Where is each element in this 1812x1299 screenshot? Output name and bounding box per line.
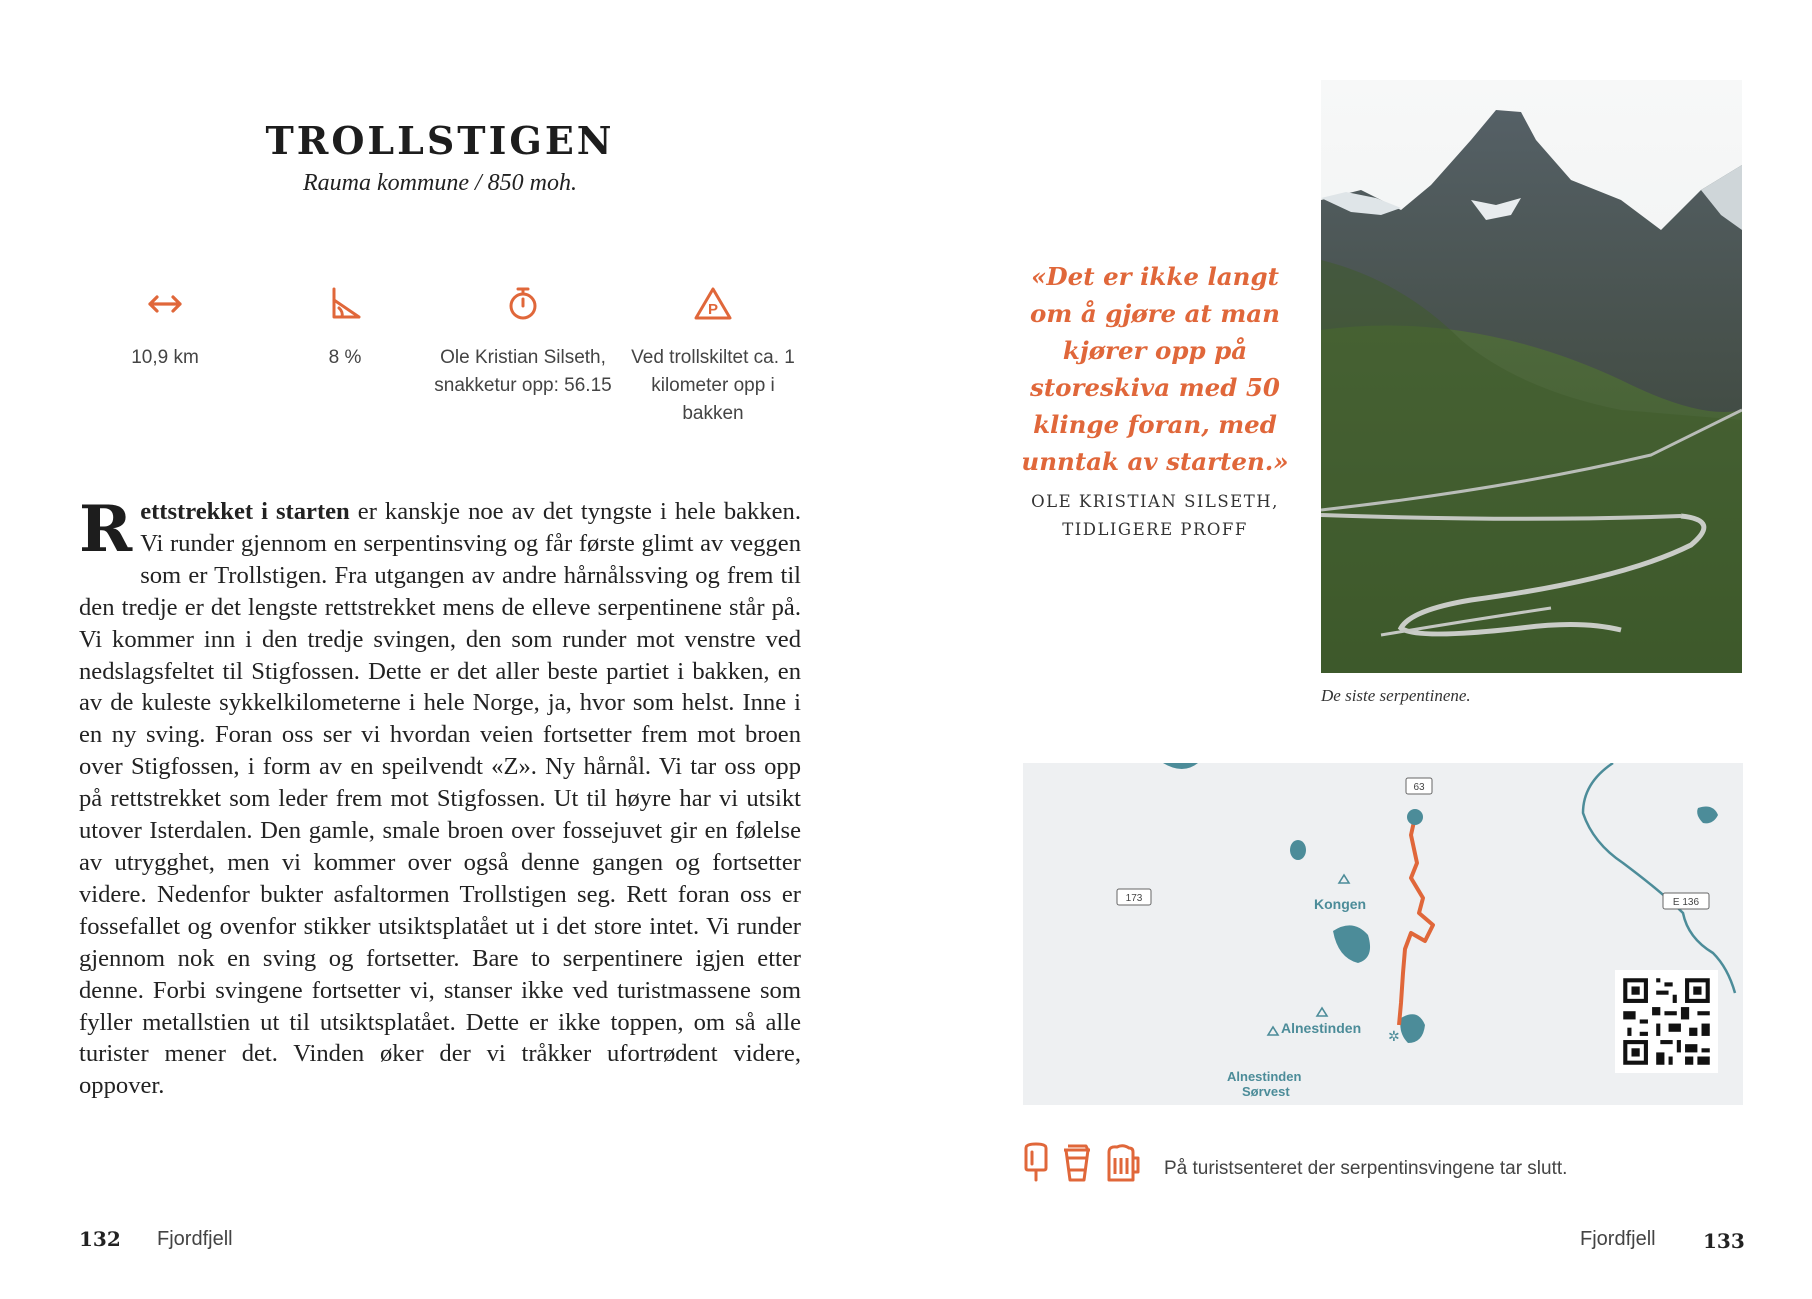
finish-icon: ✲ (1388, 1028, 1400, 1044)
quote-author-role: TIDLIGERE PROFF (1062, 520, 1248, 539)
amenity-description: På turistsenteret der serpentinsvingene tar slutt. (1164, 1158, 1568, 1179)
quote-author-name: OLE KRISTIAN SILSETH, (1031, 492, 1279, 511)
svg-text:P: P (707, 301, 719, 318)
page-title: TROLLSTIGEN (265, 118, 615, 163)
stat-gradient-value: 8 % (328, 347, 362, 368)
stat-time (433, 286, 613, 400)
lake-shape (1333, 925, 1370, 963)
stat-distance-value: 10,9 km (131, 347, 199, 368)
lake-shape (1290, 840, 1306, 860)
lake-shape (1697, 807, 1718, 824)
ice-cream-icon (1020, 1142, 1052, 1188)
article-text: er kanskje noe av det tyngste i hele bakken. Vi runder gjennom en serpentinsving og får første glimt av veggen som er Trollstigen. Fra utgangen av andre hårnålssving og frem til den tredje er det lengste rettstrekket mens de elleve serpentinene står på. Vi kommer inn i den tredje svingen, den som runder mot venstre ved nedslagsfeltet til Stigfossen. Dette er det aller beste partiet i bakken, en av de kuleste sykkelkilometerne i hele Norge, ja, hvor som helst. Inne i en ny sving. Foran oss ser vi hvordan veien fortsetter frem mot broen over Stigfossen, i form av en speilvendt «Z». Ny hårnål. Vi tar oss opp på rettstrekket som leder frem mot Stigfossen. Ut til høyre har vi utsikt utover Isterdalen. Den gamle, smale broen over fossejuvet gir en følelse av utrygghet, men vi kommer over også denne gangen og fortsetter videre. Nedenfor bukter asfaltormen Trollstigen seg. Rett foran oss er fossefallet og ovenfor stikker utsiktsplatået ut i det store intet. Vi runder gjennom nok en sving og fortsetter. Bare to serpentinere igjen etter denne. Forbi svingene fortsetter vi, stanser ikke ved turistmassene som fyller metallstien ut til utsiktsplatået. Dette er ikke toppen, om så alle turister mener det. Vinden øker der vi tråkker ufortrødent videre, oppover. (79, 498, 802, 1100)
drop-cap: R (79, 492, 133, 567)
stat-parking-value: Ved trollskiltet ca. 1 kilometer opp i bakken (631, 347, 795, 424)
stat-parking (623, 286, 803, 428)
mountain-photo (1321, 80, 1742, 673)
stat-time-value: Ole Kristian Silseth, snakketur opp: 56.15 (434, 347, 612, 396)
label-kongen: Kongen (1314, 896, 1367, 912)
pull-quote: «Det er ikke langt om å gjøre at man kjører opp på storeskiva med 50 klinge foran, med unntak av starten.» (1021, 262, 1289, 476)
route-line (1399, 817, 1433, 1025)
lake-shape (1400, 1014, 1425, 1043)
peak-icon (1317, 1008, 1327, 1016)
article-lead: ettstrekket i starten (140, 498, 350, 525)
road-label-173: 173 (1125, 893, 1143, 904)
river (1583, 763, 1735, 993)
photo-caption: De siste serpentinene. (1321, 686, 1471, 705)
coffee-cup-icon (1060, 1142, 1094, 1188)
stopwatch-icon (503, 286, 543, 322)
lake-shape (1163, 763, 1198, 769)
beer-mug-icon (1103, 1142, 1143, 1188)
page-number-right: 133 (1703, 1229, 1745, 1253)
article-body (79, 492, 802, 1102)
stat-distance (75, 286, 255, 372)
road-label-63: 63 (1413, 782, 1425, 793)
stat-gradient (255, 286, 435, 372)
peak-icon (1339, 875, 1349, 883)
quote-author (1010, 488, 1300, 544)
qr-code[interactable] (1615, 970, 1718, 1073)
peak-icon (1268, 1027, 1278, 1035)
road-label-e136: E 136 (1672, 897, 1700, 908)
label-alnestinden-sorvest: Alnestinden (1227, 1069, 1302, 1084)
page-subtitle: Rauma kommune / 850 moh. (303, 170, 577, 196)
page-number-left: 132 (79, 1227, 121, 1251)
section-name-left: Fjordfjell (157, 1228, 233, 1250)
distance-arrows-icon (145, 286, 185, 322)
section-name-right: Fjordfjell (1580, 1228, 1656, 1250)
route-start-marker (1407, 809, 1423, 825)
label-sorvest: Sørvest (1242, 1084, 1290, 1099)
label-alnestinden: Alnestinden (1281, 1020, 1362, 1036)
gradient-slope-icon (325, 286, 365, 322)
parking-warning-icon (693, 286, 733, 322)
